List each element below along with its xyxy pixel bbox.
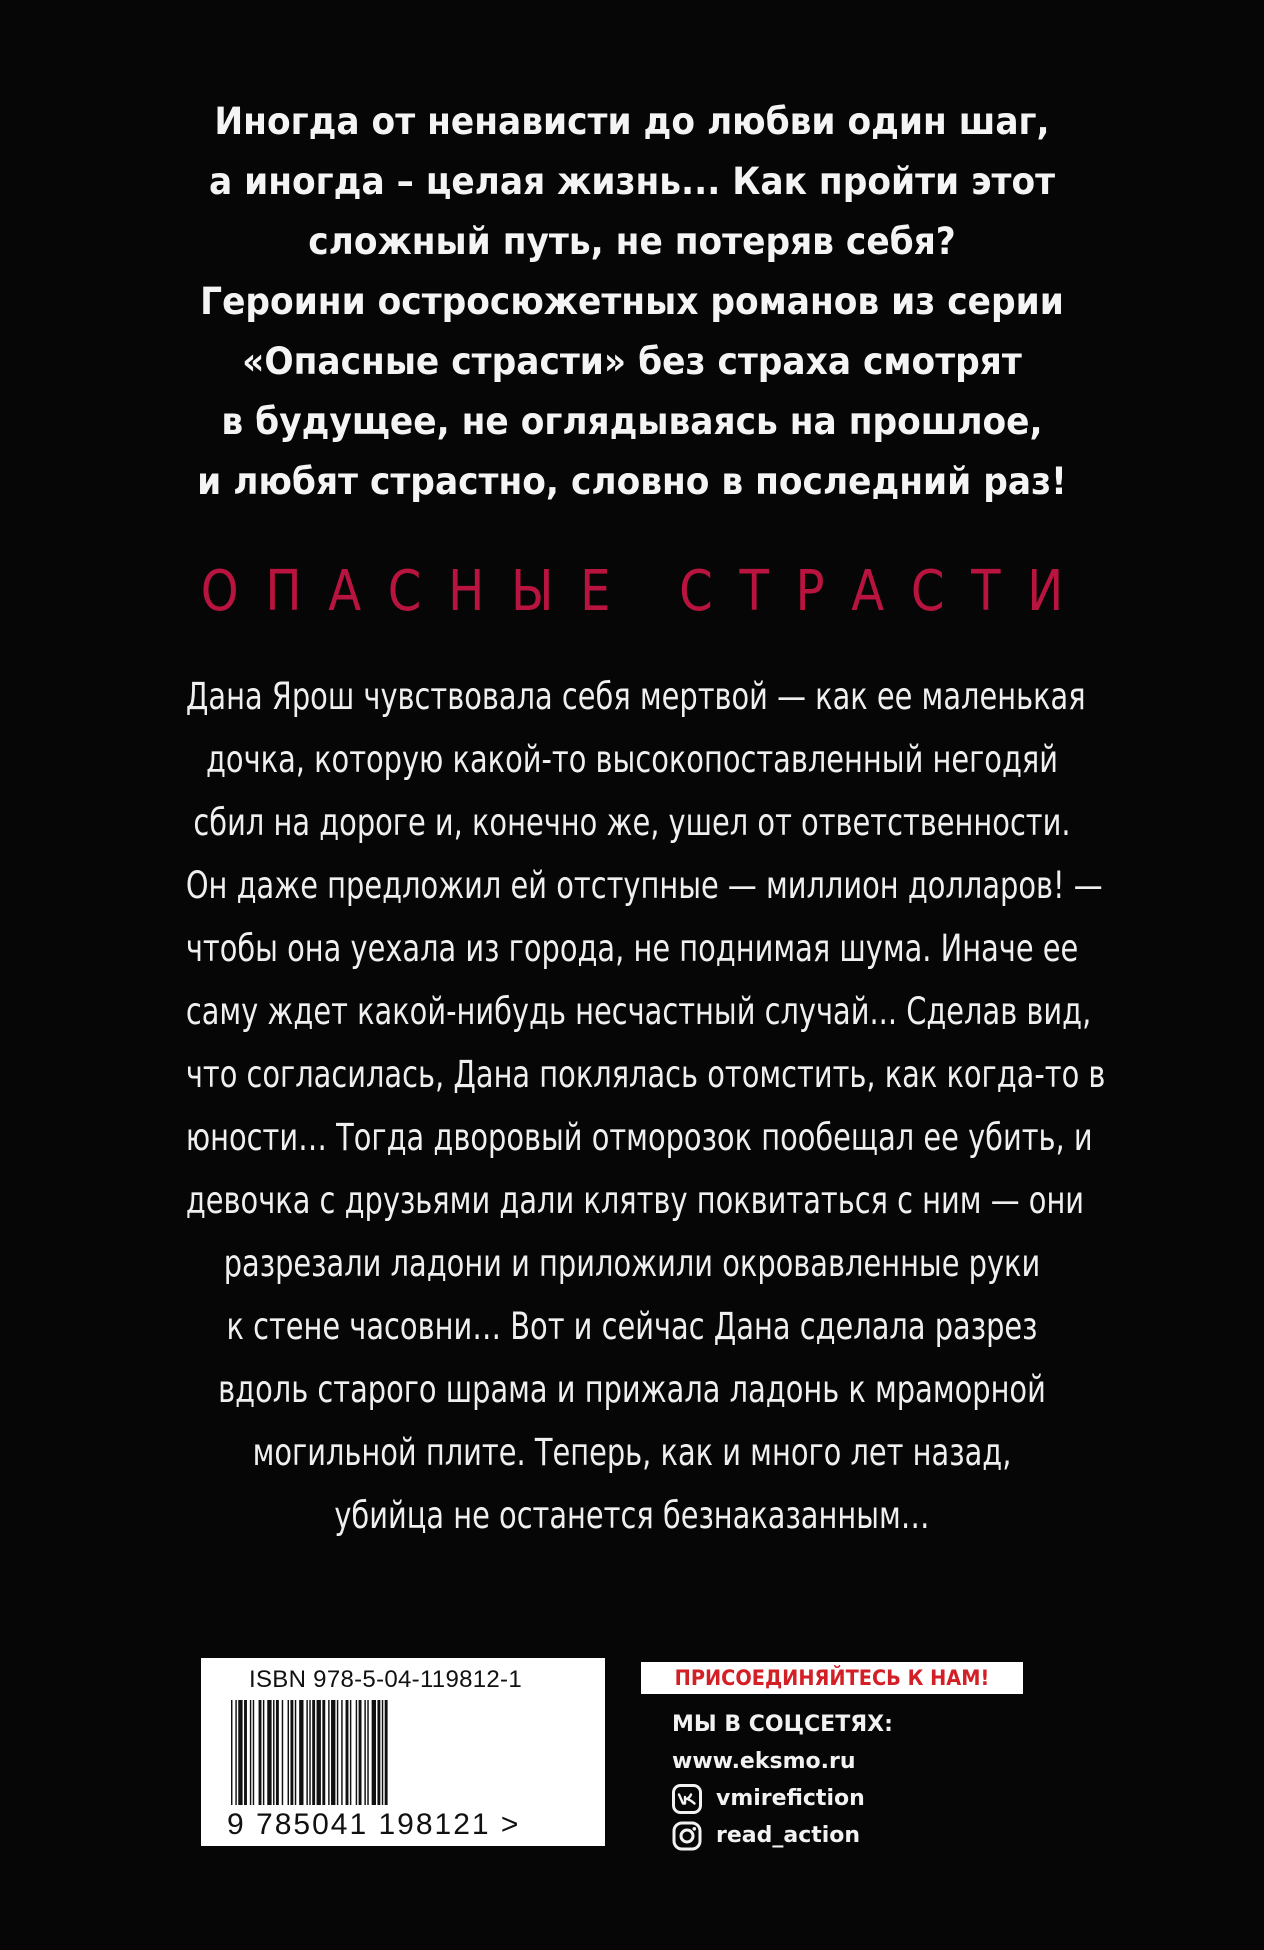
barcode-bar <box>322 1700 325 1805</box>
barcode-bar <box>317 1700 321 1805</box>
website-link[interactable]: www.eksmo.ru <box>672 1749 856 1774</box>
barcode-bar <box>367 1700 368 1805</box>
isbn-barcode <box>201 1658 605 1846</box>
barcode-bar <box>290 1700 293 1805</box>
barcode-bar <box>263 1700 264 1805</box>
barcode-bar <box>385 1700 388 1805</box>
social-heading: МЫ В СОЦСЕТЯХ: <box>672 1712 893 1737</box>
story-line: сбил на дороге и, конечно же, ушел от ответственности. <box>193 801 1071 844</box>
vk-link[interactable] <box>672 1780 893 1817</box>
barcode-bar <box>346 1700 349 1805</box>
barcode-bar <box>359 1700 362 1805</box>
isbn-label: ISBN 978-5-04-119812-1 <box>249 1666 522 1693</box>
story-line: Дана Ярош чувствовала себя мертвой — как ее маленькая <box>185 675 1086 718</box>
intro-line: а иногда – целая жизнь... Как пройти этот <box>208 160 1056 203</box>
intro-line: «Опасные страсти» без страха смотрят <box>242 340 1022 383</box>
instagram-link[interactable] <box>672 1817 893 1854</box>
social-block <box>672 1706 893 1854</box>
intro-line: и любят страстно, словно в последний раз! <box>197 460 1067 503</box>
barcode-bar <box>295 1700 296 1805</box>
barcode-bar <box>235 1700 236 1805</box>
story-line: убийца не останется безнаказанным… <box>334 1494 930 1537</box>
barcode-bar <box>276 1700 279 1805</box>
story-line: могильной плите. Теперь, как и много лет назад, <box>252 1431 1012 1474</box>
barcode-bar <box>231 1700 232 1805</box>
barcode-bar <box>328 1700 329 1805</box>
story-line: вдоль старого шрама и прижала ладонь к мраморной <box>218 1368 1046 1411</box>
vk-icon <box>672 1784 702 1814</box>
barcode-bar <box>244 1700 247 1805</box>
barcode-bar <box>288 1700 289 1805</box>
barcode-bar <box>238 1700 242 1805</box>
barcode-bar <box>282 1700 283 1805</box>
intro-line: сложный путь, не потеряв себя? <box>308 220 956 263</box>
barcode-bar <box>306 1700 307 1805</box>
story-line: что согласилась, Дана поклялась отомстить, как когда-то в <box>185 1053 1106 1096</box>
instagram-icon <box>672 1821 702 1851</box>
barcode-bar <box>259 1700 262 1805</box>
barcode-bar <box>350 1700 351 1805</box>
story-synopsis <box>60 665 1204 1547</box>
barcode-bar <box>356 1700 357 1805</box>
barcode-bar <box>364 1700 365 1805</box>
join-us-banner <box>641 1662 1023 1694</box>
barcode-bar <box>253 1700 254 1805</box>
join-us-label: ПРИСОЕДИНЯЙТЕСЬ К НАМ! <box>674 1666 990 1690</box>
barcode-bar <box>273 1700 274 1805</box>
barcode-bar <box>377 1700 380 1805</box>
story-line: Он даже предложил ей отступные — миллион долларов! — <box>185 864 1103 907</box>
barcode-bar <box>267 1700 271 1805</box>
story-line: саму ждет какой-нибудь несчастный случай... Сделав вид, <box>185 990 1092 1033</box>
intro-blurb <box>80 92 1184 512</box>
intro-line: Героини остросюжетных романов из серии <box>200 280 1064 323</box>
story-line: юности… Тогда дворовый отморозок пообещал ее убить, и <box>185 1116 1093 1159</box>
barcode-digits: 9 785041 198121 > <box>227 1808 521 1841</box>
barcode-bar <box>309 1700 310 1805</box>
intro-line: Иногда от ненависти до любви один шаг, <box>214 100 1050 143</box>
instagram-handle: read_action <box>716 1823 861 1848</box>
barcode-bar <box>337 1700 338 1805</box>
story-line: чтобы она уехала из города, не поднимая шума. Иначе ее <box>185 927 1079 970</box>
series-title: ОПАСНЫЕ СТРАСТИ <box>200 559 1090 624</box>
barcode-bar <box>331 1700 335 1805</box>
barcode-bar <box>341 1700 342 1805</box>
barcode-bar <box>372 1700 376 1805</box>
barcode-bar <box>299 1700 303 1805</box>
story-line: к стене часовни… Вот и сейчас Дана сделала разрез <box>226 1305 1038 1348</box>
story-line: дочка, которую какой-то высокопоставленный негодяй <box>205 738 1059 781</box>
barcode-bar <box>382 1700 383 1805</box>
intro-line: в будущее, не оглядываясь на прошлое, <box>221 400 1043 443</box>
barcode-bar <box>312 1700 315 1805</box>
story-line: разрезали ладони и приложили окровавленные руки <box>223 1242 1041 1285</box>
vk-handle: vmirefiction <box>716 1786 865 1811</box>
story-line: девочка с друзьями дали клятву поквитаться с ним — они <box>185 1179 1085 1222</box>
barcode-bar <box>250 1700 251 1805</box>
